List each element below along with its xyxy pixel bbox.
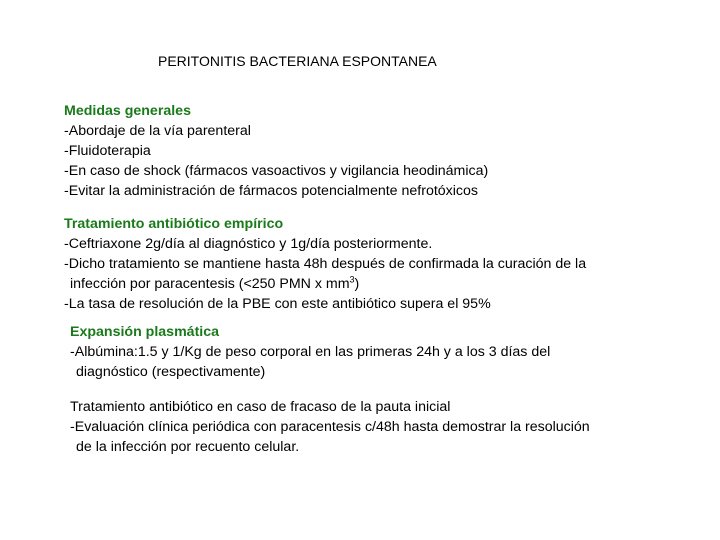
section-heading: Tratamiento antibiótico empírico xyxy=(64,216,284,232)
section-heading: Tratamiento antibiótico en caso de fracaso de la pauta inicial xyxy=(70,399,451,415)
section-empirical-antibiotic xyxy=(64,214,586,314)
section-heading: Medidas generales xyxy=(64,103,191,119)
list-item-continuation: de la infección por recuento celular. xyxy=(76,439,300,455)
section-general-measures xyxy=(64,101,488,201)
list-item: -Evitar la administración de fármacos potencialmente nefrotóxicos xyxy=(64,183,478,199)
list-item: -Abordaje de la vía parenteral xyxy=(64,123,251,139)
continuation-text: infección por paracentesis (<250 PMN x mm xyxy=(70,276,350,292)
list-item: -Fluidoterapia xyxy=(64,143,151,159)
list-item: -Albúmina:1.5 y 1/Kg de peso corporal en las primeras 24h y a los 3 días del xyxy=(70,344,551,360)
list-item: -La tasa de resolución de la PBE con este antibiótico supera el 95% xyxy=(64,296,491,312)
closing-paren: ) xyxy=(354,276,360,292)
page-title: PERITONITIS BACTERIANA ESPONTANEA xyxy=(158,53,437,69)
list-item-continuation: diagnóstico (respectivamente) xyxy=(76,364,266,380)
list-item: -Ceftriaxone 2g/día al diagnóstico y 1g/día posteriormente. xyxy=(64,236,433,252)
section-heading: Expansión plasmática xyxy=(70,324,220,340)
section-plasma-expansion xyxy=(70,322,550,382)
list-item-continuation xyxy=(64,274,586,294)
list-item: -Evaluación clínica periódica con paracentesis c/48h hasta demostrar la resolución xyxy=(70,419,590,435)
list-item: -En caso de shock (fármacos vasoactivos y vigilancia heodinámica) xyxy=(64,163,489,179)
superscript-exponent: 3 xyxy=(349,274,355,285)
section-failure-treatment xyxy=(70,397,590,457)
list-item: -Dicho tratamiento se mantiene hasta 48h después de confirmada la curación de la xyxy=(64,256,587,272)
